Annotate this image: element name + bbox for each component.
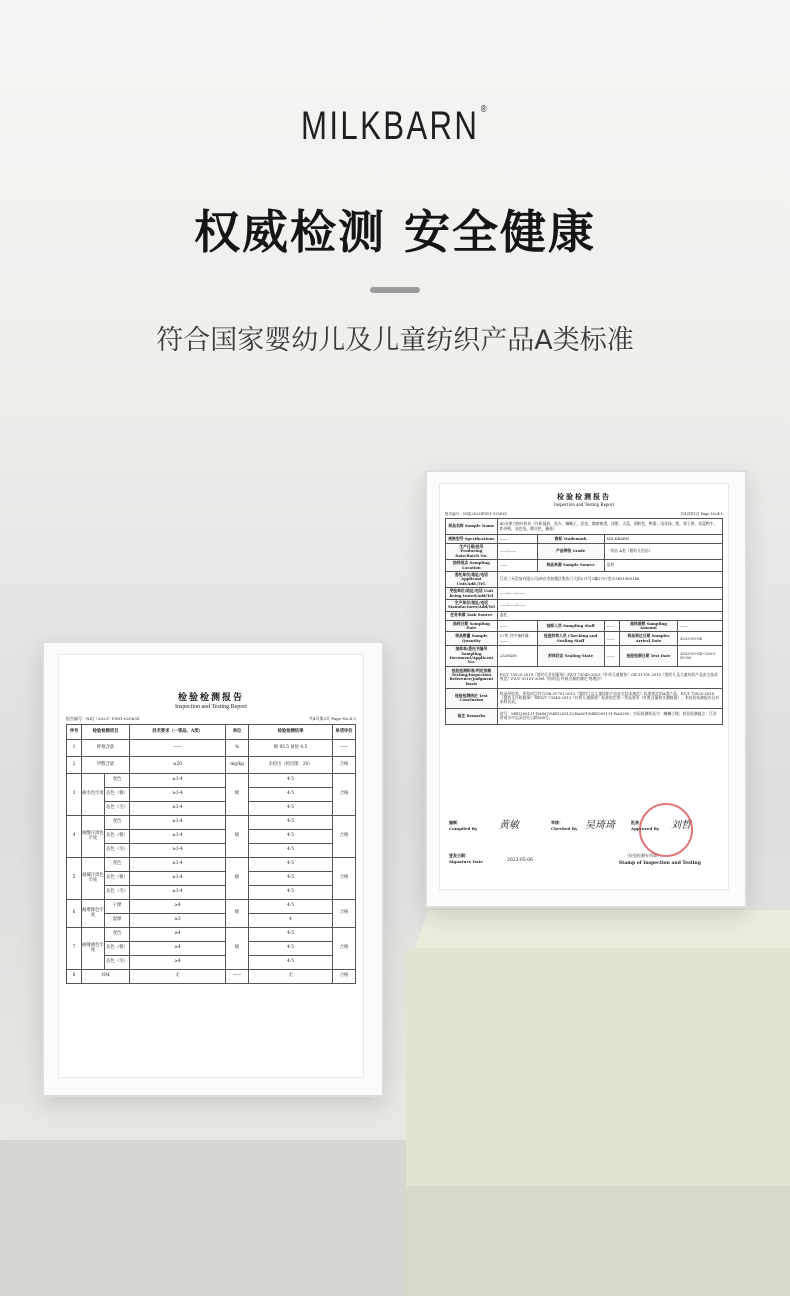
table-cell: 4-5 bbox=[249, 928, 333, 942]
table-cell: 合格 bbox=[333, 928, 356, 970]
table-cell: 沾色（棉） bbox=[105, 872, 130, 886]
table-cell: 沾色（毛） bbox=[105, 844, 130, 858]
table-header-cell: 技术要求（一等品、A类） bbox=[130, 725, 226, 740]
table-row bbox=[67, 872, 356, 886]
table-cell: 干摩 bbox=[105, 900, 130, 914]
table-row bbox=[67, 774, 356, 788]
inspection-seal bbox=[639, 803, 693, 857]
table-cell: 样品数量 Sample Quantity bbox=[446, 632, 498, 646]
table-header-cell: 序号 bbox=[67, 725, 82, 740]
divider-bar bbox=[370, 287, 420, 293]
table-cell: 抽样地点 Sampling Location bbox=[446, 560, 498, 572]
table-row bbox=[67, 886, 356, 900]
table-cell: 级 bbox=[226, 900, 249, 928]
table-row bbox=[446, 646, 723, 666]
subline: 符合国家婴幼儿及儿童纺织产品A类标准 bbox=[156, 325, 634, 356]
table-cell: 异味 bbox=[82, 970, 130, 984]
approved-label: 批准：Approved By bbox=[631, 820, 660, 831]
table-cell: 级 bbox=[226, 928, 249, 970]
table-cell: 4-5 bbox=[249, 858, 333, 872]
table-row bbox=[67, 816, 356, 830]
table-row bbox=[67, 740, 356, 757]
table-cell: 棉 95.5 氨纶 4.5 bbox=[249, 740, 333, 757]
table-header-cell: 单位 bbox=[226, 725, 249, 740]
table-row bbox=[67, 928, 356, 942]
report-table-right bbox=[445, 518, 723, 725]
table-cell: 2 bbox=[67, 757, 82, 774]
table-cell: 合格 bbox=[333, 816, 356, 858]
table-cell: —— bbox=[333, 740, 356, 757]
table-cell: —— bbox=[497, 620, 537, 632]
table-cell: ≥3-4 bbox=[130, 844, 226, 858]
table-cell: 沾色（棉） bbox=[105, 942, 130, 956]
table-cell: 耐水色牢度 bbox=[82, 774, 105, 816]
page-number: 共4页第1页 Page No:4-1 bbox=[680, 512, 723, 516]
table-row bbox=[67, 757, 356, 774]
table-cell: ≥4 bbox=[130, 928, 226, 942]
table-cell: 检验检测日期 Test Date bbox=[620, 646, 678, 666]
table-cell: 4-5 bbox=[249, 802, 333, 816]
table-row bbox=[446, 632, 723, 646]
report-number: 报告编号：NZJ(2023)FZ01-02563Z bbox=[445, 512, 507, 516]
table-cell: 17块 其中备样量：—— bbox=[497, 632, 537, 646]
table-cell: 一等品 A类（婴幼儿用品） bbox=[604, 544, 722, 560]
table-cell: 级 bbox=[226, 774, 249, 816]
page-number: 共4页第2页 Page No:4-2 bbox=[308, 716, 356, 721]
table-cell: 委托 bbox=[497, 611, 722, 620]
table-cell: 7 bbox=[67, 928, 82, 970]
table-cell: 沾色（棉） bbox=[105, 788, 130, 802]
table-cell: 生产单位/地址/电话 Manufacturer/Add/Tel bbox=[446, 599, 498, 611]
table-cell: % bbox=[226, 740, 249, 757]
table-cell: 4-5 bbox=[249, 956, 333, 970]
table-cell: 未检出（检出限：20） bbox=[249, 757, 333, 774]
table-row bbox=[67, 844, 356, 858]
table-cell: 8 bbox=[67, 970, 82, 984]
table-cell: FZ/T 73025-2019《婴幼儿针织服饰》FZ/T 73045-2013《针织儿童服装》GB 31701-2015《婴幼儿及儿童纺织产品安全技术规范》FZ/T 01101-2008《纺织品 纤维含量的测定 物理法》 bbox=[497, 666, 722, 688]
table-cell: ≥3-4 bbox=[130, 872, 226, 886]
table-cell: 合格 bbox=[333, 970, 356, 984]
table-cell: ——/——/—— bbox=[497, 588, 722, 600]
table-row bbox=[67, 914, 356, 928]
table-cell: ≤20 bbox=[130, 757, 226, 774]
report-frame-left bbox=[42, 641, 384, 1097]
report-page-left bbox=[58, 654, 364, 1078]
table-cell: 级 bbox=[226, 816, 249, 858]
table-cell: 委托单位/地址/电话 Applicant Unit/Add./Tel. bbox=[446, 572, 498, 588]
table-cell: 沾色（毛） bbox=[105, 802, 130, 816]
table-cell: 40支弹力棉针织布（针织插肩，洗衣，蛐蛐王，恐龙，飘窗棉滑，浅紫，天蓝，烟粉色，鸭蛋，浅灰绿，紫，梨子黄，灰蓝鸭牛，奶茶粉，灰色兔，暖沙色，蘑菇） bbox=[497, 519, 722, 535]
table-cell: ≥4 bbox=[130, 900, 226, 914]
table-cell: —— bbox=[130, 740, 226, 757]
table-cell: 封样状态 Sealing State bbox=[537, 646, 604, 666]
table-cell: 款号：MB1205131-RA067/MB1205132-RA001/MB1005131-RA0200；实际检测样品为：蛐蛐小熊；检验检测地点：江苏省南京市玄武区红山路168号。 bbox=[497, 708, 722, 724]
compiled-signature: 黄敏 bbox=[499, 820, 519, 831]
table-row bbox=[446, 599, 723, 611]
table-cell: 湿摩 bbox=[105, 914, 130, 928]
table-cell: ≥3 bbox=[130, 914, 226, 928]
headline: 权威检测 安全健康 bbox=[193, 205, 596, 259]
table-cell: 4-5 bbox=[249, 816, 333, 830]
report-subtitle: Inspection and Testing Report bbox=[175, 704, 247, 710]
table-cell: 3 bbox=[67, 774, 82, 816]
table-row bbox=[67, 802, 356, 816]
table-cell: ≥3-4 bbox=[130, 788, 226, 802]
table-row bbox=[446, 572, 723, 588]
checked-signature: 吴琦琦 bbox=[585, 820, 615, 831]
table-cell: 合格 bbox=[333, 900, 356, 928]
brand-logo bbox=[87, 104, 703, 149]
table-header-cell: 检验检测项目 bbox=[82, 725, 130, 740]
table-cell: 检验检测标准/判定依据 Testing/Inspection Reference/Judgment Basis bbox=[446, 666, 498, 688]
table-row bbox=[446, 708, 723, 724]
table-cell: 2023-05-04 bbox=[678, 632, 723, 646]
table-cell: 4 bbox=[249, 914, 333, 928]
table-cell: ≥3-4 bbox=[130, 802, 226, 816]
report-title: 检验检测报告 bbox=[177, 693, 244, 703]
table-cell: ≥3-4 bbox=[130, 830, 226, 844]
table-row bbox=[67, 900, 356, 914]
table-cell: 沾色（毛） bbox=[105, 886, 130, 900]
table-row bbox=[446, 535, 723, 544]
table-cell: ≥4 bbox=[130, 942, 226, 956]
table-cell: ≥3-4 bbox=[130, 858, 226, 872]
approved-signature: 刘哲 bbox=[671, 820, 691, 831]
table-cell: 2320458 bbox=[497, 646, 537, 666]
table-cell: 抽样日期 Sampling Date bbox=[446, 620, 498, 632]
table-cell: 规格型号 Specifications bbox=[446, 535, 498, 544]
table-cell: —— bbox=[497, 560, 537, 572]
report-table-left bbox=[66, 724, 356, 984]
table-row bbox=[446, 588, 723, 600]
table-row bbox=[67, 830, 356, 844]
table-cell: 无 bbox=[130, 970, 226, 984]
table-row bbox=[67, 942, 356, 956]
checked-label: 审核：Checked By bbox=[551, 820, 578, 831]
table-cell: 合格 bbox=[333, 774, 356, 816]
table-cell: 4-5 bbox=[249, 886, 333, 900]
table-cell: 4-5 bbox=[249, 830, 333, 844]
report-frame-right bbox=[425, 470, 747, 908]
report-subtitle: Inspection and Testing Report bbox=[554, 503, 614, 508]
registered-mark: ® bbox=[480, 104, 489, 115]
table-cell: 抽样基数 Sampling Amount bbox=[620, 620, 678, 632]
table-cell: 抽样人员 Sampling Staff bbox=[537, 620, 604, 632]
table-row bbox=[446, 611, 723, 620]
table-cell: ——/—— bbox=[497, 544, 537, 560]
table-cell: ≥3-4 bbox=[130, 816, 226, 830]
table-cell: 送样 bbox=[604, 560, 722, 572]
sign-date-label: 签发日期：Signature Date bbox=[449, 853, 483, 864]
table-row bbox=[446, 620, 723, 632]
table-cell: 5 bbox=[67, 858, 82, 900]
table-row bbox=[446, 688, 723, 708]
table-cell: 备注 Remarks bbox=[446, 708, 498, 724]
table-cell: mg/kg bbox=[226, 757, 249, 774]
table-cell: ≥3-4 bbox=[130, 886, 226, 900]
pedestal-left-front bbox=[0, 1140, 470, 1296]
table-row bbox=[67, 970, 356, 984]
table-cell: 样品名称 Sample Name bbox=[446, 519, 498, 535]
table-cell: 抽样单/委托书编号 Sampling Document/Applicant No. bbox=[446, 646, 498, 666]
table-cell: 变色 bbox=[105, 774, 130, 788]
table-cell: —— bbox=[604, 620, 619, 632]
table-cell: 耐唾液色牢度 bbox=[82, 928, 105, 970]
table-cell: 样品经检验，所检项目符合GB 31701-2015《婴幼儿及儿童纺织产品安全技术规范》标准规定的A类产品；FZ/T 73025-2019《婴幼儿针织服饰》和FZ/T 73045-2013《针织儿童服装》标准规定的一等品要求（纤维含量按实测数据）。本检验检测报告仅对来样负责。 bbox=[497, 688, 722, 708]
table-cell: 沾色（棉） bbox=[105, 830, 130, 844]
table-cell: —— bbox=[604, 632, 619, 646]
table-cell: 商标 Trademark bbox=[537, 535, 604, 544]
table-row bbox=[67, 788, 356, 802]
table-cell: 无 bbox=[249, 970, 333, 984]
report-number: 报告编号：NZJ（2023）FZ01-02563Z bbox=[66, 716, 140, 721]
table-cell: 6 bbox=[67, 900, 82, 928]
table-cell: 产品等级 Grade bbox=[537, 544, 604, 560]
table-cell: 合格 bbox=[333, 858, 356, 900]
table-cell: 耐碱汗渍色牢度 bbox=[82, 858, 105, 900]
report-meta bbox=[66, 716, 356, 722]
table-row bbox=[67, 956, 356, 970]
report-meta bbox=[445, 512, 723, 517]
table-cell: 纤维含量 bbox=[82, 740, 130, 757]
table-cell: 4-5 bbox=[249, 844, 333, 858]
pedestal-right-front bbox=[406, 948, 790, 1186]
table-cell: ——/——/—— bbox=[497, 599, 722, 611]
stamp-chinese: （检验检测专用章） bbox=[625, 853, 661, 858]
table-cell: 1 bbox=[67, 740, 82, 757]
table-cell: 甲醛含量 bbox=[82, 757, 130, 774]
table-cell: 生产日期/批号 Producing Date/Batch No. bbox=[446, 544, 498, 560]
table-cell: 4-5 bbox=[249, 788, 333, 802]
table-cell: 4-5 bbox=[249, 900, 333, 914]
table-cell: 样品来源 Sample Source bbox=[537, 560, 604, 572]
table-cell: MILKBARN bbox=[604, 535, 722, 544]
table-cell: 4-5 bbox=[249, 872, 333, 886]
table-cell: 4-5 bbox=[249, 942, 333, 956]
table-cell: 合格 bbox=[333, 757, 356, 774]
table-cell: 变色 bbox=[105, 816, 130, 830]
report-page-right bbox=[439, 483, 729, 890]
report-title: 检验检测报告 bbox=[557, 492, 611, 501]
pedestal-right-base bbox=[406, 1186, 790, 1296]
table-row bbox=[446, 560, 723, 572]
table-cell: 江苏三禾贸易有限公司/南京市鼓楼区集庆门大街271号2幢2707室/13851960146 bbox=[497, 572, 722, 588]
table-cell: 耐酸汗渍色牢度 bbox=[82, 816, 105, 858]
table-cell: ≥4 bbox=[130, 956, 226, 970]
table-row bbox=[446, 666, 723, 688]
table-cell: 耐摩擦色牢度 bbox=[82, 900, 105, 928]
table-cell: 级 bbox=[226, 858, 249, 900]
sign-date: 2023-05-06 bbox=[507, 858, 533, 863]
table-cell: 2023-05-04~2023-05-06 bbox=[678, 646, 723, 666]
brand-name: MILKBARN bbox=[301, 104, 480, 148]
table-cell: —— bbox=[226, 970, 249, 984]
table-row bbox=[446, 544, 723, 560]
stamp-label: Stamp of Inspection and Testing bbox=[619, 861, 701, 866]
table-cell: 检验检测结论 Test Conclusion bbox=[446, 688, 498, 708]
table-cell: ≥3-4 bbox=[130, 774, 226, 788]
table-cell: 4-5 bbox=[249, 774, 333, 788]
table-row bbox=[446, 519, 723, 535]
table-cell: 样品到达日期 Samples Arrival Date bbox=[620, 632, 678, 646]
table-cell: —— bbox=[604, 646, 619, 666]
table-cell: —— bbox=[678, 620, 723, 632]
table-cell: 任务来源 Task Source bbox=[446, 611, 498, 620]
table-cell: 变色 bbox=[105, 858, 130, 872]
compiled-label: 编制：Compiled By bbox=[449, 820, 478, 831]
table-cell: 受检单位/地址/电话 Unit being tested/Add/Tel bbox=[446, 588, 498, 600]
table-row bbox=[67, 858, 356, 872]
table-cell: 4 bbox=[67, 816, 82, 858]
table-header-cell: 检验检测结果 bbox=[249, 725, 333, 740]
table-header-cell: 单项评价 bbox=[333, 725, 356, 740]
table-cell: 变色 bbox=[105, 928, 130, 942]
table-cell: —— bbox=[497, 535, 537, 544]
table-cell: 沾色（毛） bbox=[105, 956, 130, 970]
table-cell: 检查封样人员 Checking and Sealing Staff bbox=[537, 632, 604, 646]
